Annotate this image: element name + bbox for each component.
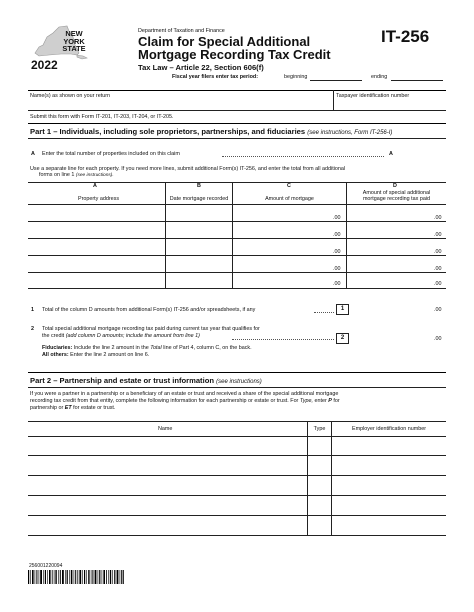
form-number: IT-256 xyxy=(381,27,430,46)
col-d-label-line2: mortgage recording tax paid xyxy=(362,196,431,202)
line1-cents: .00 xyxy=(434,307,442,313)
tax-year: 2022 xyxy=(31,58,58,72)
line2-text-2 xyxy=(42,333,200,340)
name-label: Name(s) as shown on your return xyxy=(30,93,110,99)
line2-amount-field[interactable] xyxy=(348,333,445,342)
desc-line3-a: partnership or xyxy=(30,405,64,411)
partnership-row-rule xyxy=(28,455,446,456)
part2-title-rule xyxy=(28,387,446,388)
lineA-text: Enter the total number of properties included on this claim xyxy=(42,151,180,157)
mortgage-amount-field[interactable] xyxy=(234,227,330,236)
mortgage-amount-field[interactable] xyxy=(234,210,330,219)
mortgage-amount-field[interactable] xyxy=(234,261,330,270)
barcode xyxy=(28,570,124,584)
all-others-text: Enter the line 2 amount on line 6. xyxy=(70,352,150,358)
part1-title-text: Part 1 – Individuals, including sole proprietors, partnerships, and fiduciaries xyxy=(30,127,306,136)
instruction-line2-text: forms on line 1 xyxy=(39,172,75,178)
mortgage-amount-field[interactable] xyxy=(234,244,330,253)
state-line2: YORK xyxy=(63,36,85,46)
entity-ein-field[interactable] xyxy=(333,441,443,450)
part2-title-text: Part 2 – Partnership and estate or trust information xyxy=(30,376,214,385)
entity-ein-field[interactable] xyxy=(333,520,443,529)
tax-paid-field[interactable] xyxy=(348,261,432,270)
col-name-header: Name xyxy=(158,426,173,432)
col-b-label: Date mortgage recorded xyxy=(169,196,229,202)
desc-line2-b: enter xyxy=(314,398,327,404)
line2-text2-a: the credit xyxy=(42,333,65,339)
part2-title-note: (see instructions) xyxy=(216,379,262,385)
tin-field[interactable] xyxy=(336,100,444,108)
form-subtitle: Tax Law – Article 22, Section 606(f) xyxy=(138,63,264,72)
id-block-bottom-rule xyxy=(28,110,446,111)
col-a-letter: A xyxy=(93,183,97,189)
tax-paid-cents: .00 xyxy=(434,281,442,287)
property-address-field[interactable] xyxy=(30,244,163,253)
property-address-field[interactable] xyxy=(30,261,163,270)
part1-title xyxy=(30,127,392,136)
lineA-letter: A xyxy=(31,151,35,157)
desc-type: Type, xyxy=(299,398,313,404)
lineA-leader xyxy=(222,156,384,157)
mortgage-amount-field[interactable] xyxy=(234,277,330,286)
beginning-date-field[interactable] xyxy=(310,73,362,81)
line2-number: 2 xyxy=(31,326,34,332)
property-table-header-rule xyxy=(28,204,446,205)
partnership-table-ein-divider xyxy=(331,421,332,535)
entity-name-field[interactable] xyxy=(30,441,304,450)
lineA-box-label: A xyxy=(389,151,393,157)
line1-text: Total of the column D amounts from additional Form(s) IT-256 and/or spreadsheets, if any xyxy=(42,307,256,313)
line1-box: 1 xyxy=(336,304,349,315)
date-recorded-field[interactable] xyxy=(167,261,230,270)
fiscal-year-label: Fiscal year filers enter tax period: xyxy=(172,74,258,80)
partnership-row-rule xyxy=(28,515,446,516)
entity-type-field[interactable] xyxy=(309,501,329,510)
entity-ein-field[interactable] xyxy=(333,461,443,470)
entity-name-field[interactable] xyxy=(30,520,304,529)
form-code: 256001220094 xyxy=(29,563,63,569)
tax-paid-cents: .00 xyxy=(434,266,442,272)
col-c-label: Amount of mortgage xyxy=(265,196,314,202)
tax-paid-field[interactable] xyxy=(348,244,432,253)
entity-name-field[interactable] xyxy=(30,461,304,470)
partnership-row-rule xyxy=(28,475,446,476)
all-others-note xyxy=(42,352,149,359)
partnership-table-header-rule xyxy=(28,436,446,437)
property-table-bottom-rule xyxy=(28,288,446,289)
part2-desc-line3 xyxy=(30,405,115,412)
form-title-line2: Mortgage Recording Tax Credit xyxy=(138,47,331,62)
fiduciaries-text2: line of Part 4, column C, on the back. xyxy=(163,345,252,351)
state-line3: STATE xyxy=(62,44,86,54)
part2-desc-line2 xyxy=(30,398,340,405)
col-a-label: Property address xyxy=(78,196,120,202)
date-recorded-field[interactable] xyxy=(167,244,230,253)
ending-date-field[interactable] xyxy=(391,73,443,81)
property-address-field[interactable] xyxy=(30,277,163,286)
property-row-rule xyxy=(28,255,446,256)
col-d-letter: D xyxy=(393,183,397,189)
mortgage-amount-cents: .00 xyxy=(333,281,341,287)
entity-type-field[interactable] xyxy=(309,520,329,529)
property-address-field[interactable] xyxy=(30,210,163,219)
property-address-field[interactable] xyxy=(30,227,163,236)
part1-title-note: (see instructions, Form IT-256-I) xyxy=(307,130,393,136)
fiduciaries-note xyxy=(42,345,252,352)
date-recorded-field[interactable] xyxy=(167,227,230,236)
desc-for: for xyxy=(333,398,340,404)
col-c-letter: C xyxy=(287,183,291,189)
id-block-top-rule xyxy=(28,90,446,91)
part2-desc-line1: If you were a partner in a partnership or a beneficiary of an estate or trust and received a share of the special additional mortgage xyxy=(30,391,339,397)
col-b-letter: B xyxy=(197,183,201,189)
property-row-rule xyxy=(28,238,446,239)
line1-number: 1 xyxy=(31,307,34,313)
part1-title-rule xyxy=(28,138,446,139)
col-type-header: Type xyxy=(313,426,326,432)
desc-line3-b: for estate or trust. xyxy=(73,405,116,411)
ending-label: ending xyxy=(371,74,388,80)
part1-instruction-line2 xyxy=(39,172,114,180)
date-recorded-field[interactable] xyxy=(167,277,230,286)
lineA-property-count-field[interactable] xyxy=(399,146,445,157)
all-others-label: All others: xyxy=(42,352,69,358)
entity-ein-field[interactable] xyxy=(333,481,443,490)
date-recorded-field[interactable] xyxy=(167,210,230,219)
entity-type-field[interactable] xyxy=(309,441,329,450)
tax-paid-field[interactable] xyxy=(348,227,432,236)
entity-name-field[interactable] xyxy=(30,501,304,510)
partnership-row-rule xyxy=(28,495,446,496)
desc-p: P xyxy=(328,398,332,404)
submit-note: Submit this form with Form IT-201, IT-203, IT-204, or IT-205. xyxy=(30,114,174,120)
line2-cents: .00 xyxy=(434,336,442,342)
line2-box: 2 xyxy=(336,333,349,344)
property-row-rule xyxy=(28,221,446,222)
partnership-table-top-rule xyxy=(28,421,446,422)
part1-top-rule xyxy=(28,123,446,124)
line2-text: Total special additional mortgage recording tax paid during current tax year that qualifies for xyxy=(42,326,260,332)
state-line1: NEW xyxy=(65,29,83,38)
entity-type-field[interactable] xyxy=(309,461,329,470)
instruction-line2-note: (see instructions). xyxy=(75,173,114,178)
mortgage-amount-cents: .00 xyxy=(333,232,341,238)
desc-et: ET xyxy=(64,405,72,411)
line1-leader xyxy=(314,312,334,313)
property-table-top-rule xyxy=(28,182,446,183)
part2-top-rule xyxy=(28,372,446,373)
mortgage-amount-cents: .00 xyxy=(333,249,341,255)
line2-leader xyxy=(232,339,334,340)
fiduciaries-text: Include the line 2 amount in the xyxy=(73,345,149,351)
tax-paid-field[interactable] xyxy=(348,277,432,286)
entity-name-field[interactable] xyxy=(30,481,304,490)
tax-paid-field[interactable] xyxy=(348,210,432,219)
fiduciaries-label: Fiduciaries: xyxy=(42,345,73,351)
col-ein-header: Employer identification number xyxy=(351,426,426,432)
form-title-line1: Claim for Special Additional xyxy=(138,34,311,49)
department-name: Department of Taxation and Finance xyxy=(138,28,225,34)
name-field[interactable] xyxy=(30,100,330,108)
col-d-label-line1: Amount of special additional xyxy=(362,190,431,196)
entity-type-field[interactable] xyxy=(309,481,329,490)
beginning-label: beginning xyxy=(284,74,308,80)
fiduciaries-italic: Total xyxy=(150,345,162,351)
mortgage-amount-cents: .00 xyxy=(333,266,341,272)
line1-amount-field[interactable] xyxy=(348,304,445,313)
tax-paid-cents: .00 xyxy=(434,232,442,238)
entity-ein-field[interactable] xyxy=(333,501,443,510)
line2-note: (add column D amounts; include the amount from line 1) xyxy=(65,333,200,339)
partnership-table-type-divider xyxy=(307,421,308,535)
property-row-rule xyxy=(28,272,446,273)
nys-wordmark xyxy=(56,30,92,53)
part2-title xyxy=(30,376,262,385)
partnership-table-bottom-rule xyxy=(28,535,446,536)
mortgage-amount-cents: .00 xyxy=(333,215,341,221)
id-divider xyxy=(333,90,334,110)
part1-instruction-line1: Use a separate line for each property. If you need more lines, submit additional Form(s) IT-256, and enter the total from all additional xyxy=(30,166,346,172)
desc-line2-a: recording tax credit from that entity, complete the following information for each partnership or estate or trust. For xyxy=(30,398,299,404)
tin-label: Taxpayer identification number xyxy=(336,93,410,99)
tax-paid-cents: .00 xyxy=(434,215,442,221)
tax-paid-cents: .00 xyxy=(434,249,442,255)
